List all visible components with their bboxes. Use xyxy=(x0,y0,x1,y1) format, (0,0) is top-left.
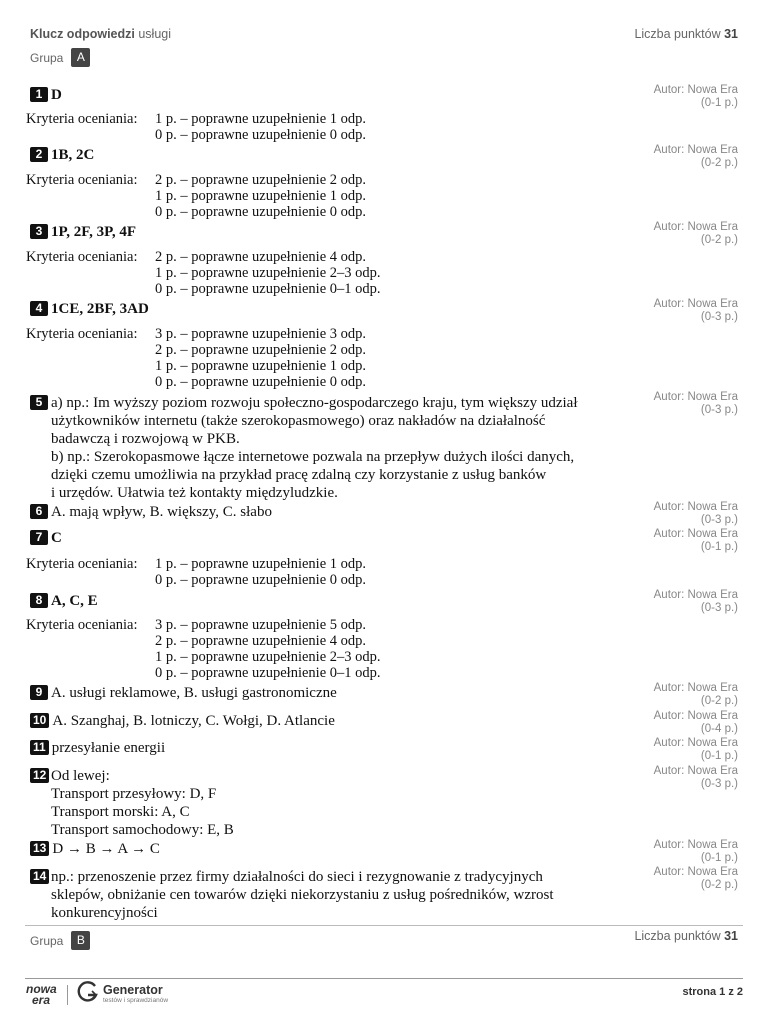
question-8-author: Autor: Nowa Era (0-3 p.) xyxy=(653,589,738,614)
logo-separator xyxy=(67,985,68,1005)
question-14: 14 xyxy=(30,868,630,886)
question-10: 10 A. Szanghaj, B. lotniczy, C. Wołgi, D. Atlancie xyxy=(30,712,630,730)
question-4: 4 1CE, 2BF, 3AD xyxy=(30,300,630,318)
question-12-answer: Od lewej: Transport przesyłowy: D, F Transport morski: A, C Transport samochodowy: E, B xyxy=(51,768,234,838)
question-5-answer: a) np.: Im wyższy poziom rozwoju społeczno-gospodarczego kraju, tym większy udział użytkowników internetu (także szerokopasmowego) oraz nakładów na działalność badawczą i rozwojową w PKB. b) np.: Szerokopasmowe łącze internetowe pozwala na przepływ dużych ilości danych, dzięki czemu umożliwia na przykład pracę zdalną czy korzystanie z usług banków i urzędów. Ułatwia też kontakty międzyludzkie. xyxy=(51,395,578,501)
question-13-author: Autor: Nowa Era (0-1 p.) xyxy=(653,839,738,864)
question-7-author: Autor: Nowa Era (0-1 p.) xyxy=(653,528,738,553)
document-title xyxy=(30,27,171,41)
question-3: 3 1P, 2F, 3P, 4F xyxy=(30,223,630,241)
question-6: 6 A. mają wpływ, B. większy, C. słabo xyxy=(30,503,630,521)
question-12-author: Autor: Nowa Era (0-3 p.) xyxy=(653,765,738,790)
section-divider xyxy=(25,925,743,926)
question-3-author: Autor: Nowa Era (0-2 p.) xyxy=(653,221,738,246)
question-1 xyxy=(30,86,630,104)
points-total-b: Liczba punktów 31 xyxy=(634,929,738,943)
question-14-answer: np.: przenoszenie przez firmy działalności do sieci i rezygnowanie z tradycyjnych sklepów, obniżanie cen towarów dzięki niekorzystaniu z usług pośredników, wzrost konkurencyjności xyxy=(51,869,554,921)
question-7: 7 C xyxy=(30,529,630,547)
page-number: strona 1 z 2 xyxy=(682,986,743,998)
question-9-author: Autor: Nowa Era (0-2 p.) xyxy=(653,682,738,707)
question-8: 8 A, C, E xyxy=(30,592,630,610)
generator-subtitle: testów i sprawdzianów xyxy=(103,997,169,1004)
question-number: 1 xyxy=(30,87,48,102)
question-6-author: Autor: Nowa Era (0-3 p.) xyxy=(653,501,738,526)
question-2: 2 1B, 2C xyxy=(30,146,630,164)
question-11-author: Autor: Nowa Era (0-1 p.) xyxy=(653,737,738,762)
group-b: Grupa B xyxy=(30,931,90,950)
group-badge: A xyxy=(71,48,90,67)
question-9: 9 A. usługi reklamowe, B. usługi gastronomiczne xyxy=(30,684,630,702)
title-subject: usługi xyxy=(138,27,172,41)
group-badge: B xyxy=(71,931,90,950)
question-1-author: Autor: Nowa Era (0-1 p.) xyxy=(653,84,738,109)
points-value: 31 xyxy=(724,27,738,41)
question-5-author: Autor: Nowa Era (0-3 p.) xyxy=(653,391,738,416)
question-5: 5 xyxy=(30,394,630,412)
question-13: 13 D → B → A → C xyxy=(30,840,630,858)
group-a xyxy=(30,48,90,67)
question-14-author: Autor: Nowa Era (0-2 p.) xyxy=(653,866,738,891)
points-total xyxy=(634,27,738,41)
question-2-author: Autor: Nowa Era (0-2 p.) xyxy=(653,144,738,169)
title-bold: Klucz odpowiedzi xyxy=(30,27,135,41)
points-label: Liczba punktów xyxy=(634,27,721,41)
generator-logo-icon xyxy=(77,981,99,1003)
footer-rule xyxy=(25,978,743,979)
group-label: Grupa xyxy=(30,50,64,65)
question-11: 11 przesyłanie energii xyxy=(30,739,630,757)
question-10-author: Autor: Nowa Era (0-4 p.) xyxy=(653,710,738,735)
answer: D xyxy=(51,87,62,103)
question-4-author: Autor: Nowa Era (0-3 p.) xyxy=(653,298,738,323)
question-12: 12 xyxy=(30,767,630,785)
generator-title: Generator xyxy=(103,983,163,997)
nowa-era-logo: nowa era xyxy=(26,982,57,1007)
